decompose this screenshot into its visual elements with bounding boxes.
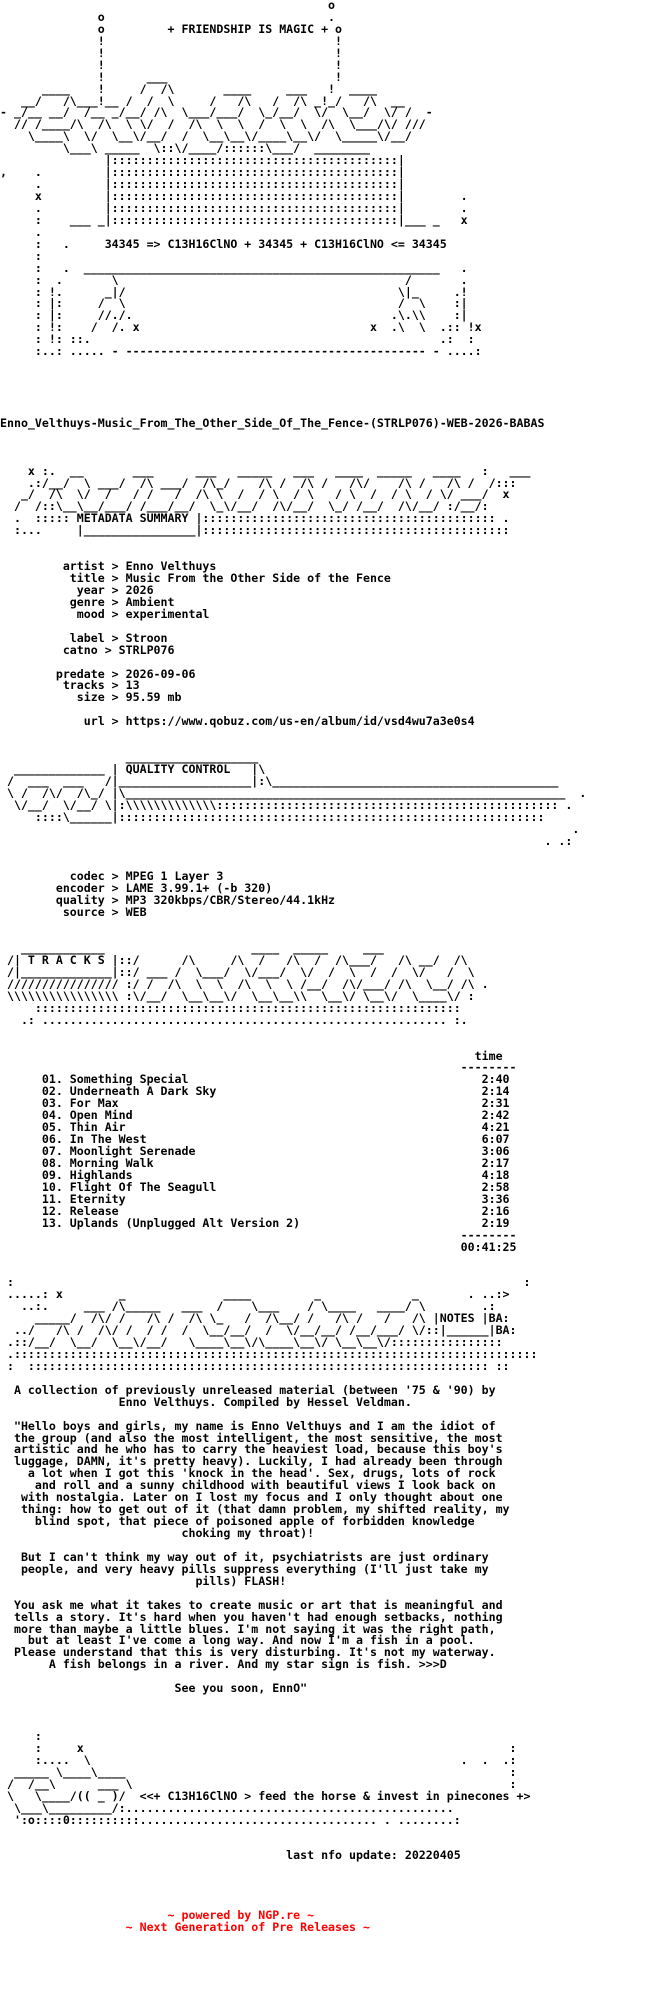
nfo-line: : x : — [0, 1740, 517, 1755]
nfo-line: quality > MP3 320kbps/CBR/Stereo/44.1kHz — [0, 893, 336, 908]
nfo-line: artistic and he who has to carry the heaviest load, because this boy's — [0, 1442, 503, 1457]
nfo-line: ! ___ ! — [0, 69, 343, 84]
nfo-line: . — [0, 821, 580, 836]
nfo-line: : : — [0, 1275, 531, 1290]
nfo-line: A fish belongs in a river. And my star sign is fish. >>>D — [0, 1657, 447, 1672]
nfo-line: _/ /\ \/ / / / / /\ \ / / \ / \ / \ / / \ / \/ ___/ x — [0, 487, 510, 502]
nfo-line: _____/ /\/ / /\ / /\ \_ / /\__/ / /\ / / /\ |NOTES |BA: — [0, 1311, 510, 1326]
nfo-line: choking my throat)! — [0, 1526, 315, 1540]
nfo-line: // /____/\ /\ \ \/ / /\ \ \ / \ \ /\ \___/\/ /// — [0, 117, 426, 132]
nfo-line — [0, 1862, 648, 1874]
nfo-line: \\\\\\\\\\\\\\\\ :\/__/ \__\__\/ \__\__\\ \__\/ \__\/ \____\/ : — [0, 988, 475, 1003]
nfo-line: more than maybe a little blues. I'm not saying it was the right path, — [0, 1621, 496, 1636]
nfo-line: url > https://www.qobuz.com/us-en/album/id/vsd4wu7a3e0s4 — [0, 714, 475, 729]
nfo-line: Enno_Velthuys-Music_From_The_Other_Side_Of_The_Fence-(STRLP076)-WEB-2026-BABAS — [0, 415, 545, 430]
nfo-line — [0, 1707, 648, 1719]
nfo-line: 02. Underneath A Dark Sky 2:14 — [0, 1084, 510, 1099]
nfo-line: 00:41:25 — [0, 1239, 517, 1254]
nfo-line: ___________________ — [0, 750, 259, 765]
nfo-line: genre > Ambient — [0, 594, 175, 609]
nfo-line: /| T R A C K S |::/ /\ /\ / /\ / /\___/ /\ __/ /\ — [0, 953, 468, 967]
nfo-line: . — [0, 224, 42, 239]
nfo-line: / ___ ___ /|___________________|:\_________________________________________ — [0, 773, 559, 788]
nfo-line — [0, 728, 648, 740]
nfo-line: Enno Velthuys. Compiled by Hessel Veldman. — [0, 1394, 412, 1409]
nfo-line — [0, 430, 648, 442]
nfo-line: last nfo update: 20220405 — [0, 1848, 461, 1863]
nfo-line: encoder > LAME 3.99.1+ (-b 320) — [0, 881, 273, 896]
nfo-line: : . ___________________________________________________ . — [0, 260, 468, 275]
nfo-line: 06. In The West 6:07 — [0, 1132, 510, 1147]
nfo-line: ../ /\ / /\/ / / / / \__/__/ / \/__/__/ /__/___/ \/::|______|BA: — [0, 1323, 517, 1338]
nfo-line: . |:::::::::::::::::::::::::::::::::::::::::| — [0, 177, 405, 192]
nfo-line: .: .......................................................... :. — [0, 1012, 468, 1027]
nfo-line: title > Music From the Other Side of the Fence — [0, 571, 391, 585]
nfo-line: \___\_________/:............................................... — [0, 1800, 454, 1815]
nfo-line: : ___ _|:::::::::::::::::::::::::::::::::::::::::|___ _ x — [0, 212, 468, 227]
nfo-line: artist > Enno Velthuys — [0, 559, 217, 574]
nfo-line: .....: x _ ____ _ _ . ..:> — [0, 1287, 510, 1302]
nfo-line: mood > experimental — [0, 606, 210, 621]
nfo-line: year > 2026 — [0, 582, 154, 597]
nfo-line — [0, 537, 648, 549]
nfo-line: -------- — [0, 1227, 517, 1242]
nfo-line: time — [0, 1048, 503, 1063]
nfo-line: thing: how to get out of it (that damn problem, my shifted reality, my — [0, 1502, 510, 1517]
nfo-line: 09. Highlands 4:18 — [0, 1167, 510, 1182]
nfo-line — [0, 1826, 648, 1838]
nfo-line: and roll and a sunny childhood with beautiful views I look back on — [0, 1478, 496, 1493]
nfo-line: the group (and also the most intelligent, the most sensitive, the most — [0, 1430, 503, 1445]
nfo-line: : |: //./. .\.\\ :| — [0, 308, 468, 323]
nfo-line: : — [0, 248, 42, 263]
nfo-line: ____ ! / /\ ____ ___ ! ____ — [0, 81, 377, 96]
nfo-line: \ \____/(( _ )/ <<+ C13H16ClNO > feed the horse & invest in pinecones +> — [0, 1788, 531, 1803]
nfo-line — [0, 1253, 648, 1265]
nfo-line: luggage, DAMN, it's pretty heavy). Luckily, I had already been through — [0, 1454, 503, 1469]
nfo-line: / /::\__\__/___/ /___/__/ \_\/__/ /\/__/ \_/ /__/ /\/__/ :/__/: — [0, 499, 489, 514]
nfo-line: :.... \ . . .: — [0, 1752, 517, 1767]
nfo-line: : :::::::::::::::::::::::::::::::::::::::::::::::::::::::::::::::::: :: — [0, 1358, 510, 1373]
nfo-line: - _/__ __/ /__ _/__/ /\ \___/___/ \_/__/ \/ \__/ \/ / - — [0, 105, 433, 120]
nfo-line: ::::\______|::::::::::::::::::::::::::::::::::::::::::::::::::::::::::::: — [0, 809, 545, 824]
nfo-line: predate > 2026-09-06 — [0, 666, 196, 681]
nfo-line: ! ! — [0, 57, 343, 72]
nfo-line: __/ /\___!__ / / \ / /\ / /\ _!_/ /\ __ — [0, 93, 405, 108]
nfo-line: See you soon, EnnO" — [0, 1681, 308, 1696]
nfo-line: .::/__/ \__/ \__\/__/ \____\__\/\____\__\/ \__\__\/:::::::::::::::: — [0, 1335, 503, 1349]
nfo-line: : !. _|/ \|_ .! — [0, 284, 468, 299]
nfo-line: _____ \____\____ : — [0, 1764, 517, 1779]
nfo-line: \____\ \/ \__\/__/ / \__\__\/____\__\/ \_____\/__/ — [0, 129, 412, 144]
nfo-line: _____________ | QUALITY CONTROL |\ — [0, 762, 266, 776]
nfo-line: Please understand that this is very disturbing. It's not my waterway. — [0, 1645, 496, 1660]
nfo-line — [0, 848, 648, 860]
nfo-line: size > 95.59 mb — [0, 690, 182, 705]
nfo-line: blind spot, that piece of poisoned apple of forbidden knowledge — [0, 1514, 475, 1529]
nfo-line: |:::::::::::::::::::::::::::::::::::::::::| — [0, 153, 405, 168]
nfo-line — [0, 1719, 648, 1731]
nfo-line: : . 34345 => C13H16ClNO + 34345 + C13H16ClNO <= 34345 — [0, 236, 447, 251]
nfo-line: 05. Thin Air 4:21 — [0, 1120, 510, 1135]
nfo-line: . .: — [0, 833, 573, 848]
nfo-line — [0, 1874, 648, 1886]
nfo-line: o + FRIENDSHIP IS MAGIC + o — [0, 21, 343, 36]
nfo-line: -------- — [0, 1060, 517, 1075]
nfo-line: ~ Next Generation of Pre Releases ~ — [0, 1919, 370, 1934]
nfo-line: 11. Eternity 3:36 — [0, 1191, 510, 1206]
nfo-line: ! ! — [0, 33, 343, 48]
nfo-line: ..:. ___ /\_____ ___ / \___ / \____ ____/ \ .: — [0, 1299, 496, 1314]
nfo-line: ::::::::::::::::::::::::::::::::::::::::::::::::::::::::::::: — [0, 1000, 461, 1015]
nfo-line: / /__\ ___ \ : — [0, 1776, 517, 1791]
nfo-line — [0, 919, 648, 931]
nfo-line: "Hello boys and girls, my name is Enno Velthuys and I am the idiot of — [0, 1418, 496, 1433]
nfo-line: , . |:::::::::::::::::::::::::::::::::::::::::| — [0, 165, 405, 180]
nfo-line: ____________ ____ _____ ___ — [0, 941, 384, 956]
nfo-line: 13. Uplands (Unplugged Alt Version 2) 2:19 — [0, 1215, 510, 1230]
nfo-line: \___\ _____ \::\/____/::::::\___/ ________ — [0, 141, 370, 156]
nfo-line — [0, 358, 648, 370]
nfo-line: . |:::::::::::::::::::::::::::::::::::::::::| . — [0, 200, 468, 215]
nfo-line: : !: ::. .: : — [0, 332, 475, 347]
nfo-line — [0, 394, 648, 406]
nfo-line: \ / /\/ /\_/ |\_______________________________________________________________ . — [0, 785, 587, 800]
nfo-line: .::::::::::::::::::::::::::::::::::::::::::::::::::::::::::::::::::::::::::: — [0, 1346, 538, 1361]
nfo-line: x |:::::::::::::::::::::::::::::::::::::::::| . — [0, 189, 468, 203]
nfo-line: x :. __ ___ ___ _____ ___ ____ _____ ____ : ___ — [0, 463, 531, 478]
nfo-line: ~ powered by NGP.re ~ — [0, 1908, 315, 1922]
nfo-line: with nostalgia. Later on I lost my focus and I only thought about one — [0, 1490, 503, 1505]
nfo-line: 12. Release 2:16 — [0, 1203, 510, 1218]
nfo-line: .:/__/ \ ___/ /\ ___/ /\_/ /\ / /\ / /\/ /\ / /\ / /::: — [0, 475, 517, 490]
nfo-line — [0, 442, 648, 454]
nfo-line — [0, 1027, 648, 1039]
nfo-line: : — [0, 1728, 42, 1743]
nfo-line — [0, 382, 648, 394]
nfo-line: o . — [0, 9, 336, 24]
nfo-line: 04. Open Mind 2:42 — [0, 1108, 510, 1123]
nfo-line — [0, 1886, 648, 1898]
nfo-line: 01. Something Special 2:40 — [0, 1072, 510, 1087]
nfo-line: but at least I've come a long way. And now I'm a fish in a pool. — [0, 1633, 475, 1648]
nfo-line: ':o::::0::::::::::.................................. . ........: — [0, 1812, 461, 1827]
nfo-line: source > WEB — [0, 905, 147, 920]
nfo-line: 03. For Max 2:31 — [0, 1096, 510, 1111]
nfo-line — [0, 1695, 648, 1707]
nfo-line: o — [0, 0, 336, 12]
nfo-line: 10. Flight Of The Seagull 2:58 — [0, 1179, 510, 1194]
nfo-line: //////////////// :/ / /\ \ \ /\ \ \ /__/ /\/___/ /\ \__/ /\ . — [0, 976, 489, 991]
nfo-line: A collection of previously unreleased material (between '75 & '90) by — [0, 1382, 496, 1397]
nfo-line: /|_____________|::/ ___ / \___/ \/___/ \/ / \ / / \/ / \ — [0, 964, 475, 979]
nfo-line: : . \ / . — [0, 272, 468, 287]
nfo-line: : |: / \ / \ :| — [0, 296, 468, 311]
nfo-line: . ::::: METADATA SUMMARY |:::::::::::::::::::::::::::::::::::::::::: . — [0, 511, 510, 526]
nfo-line: \/__/ \/__/ \|:\\\\\\\\\\\\\::::::::::::::::::::::::::::::::::::::::::::::::: . — [0, 797, 573, 812]
nfo-line: 08. Morning Walk 2:17 — [0, 1155, 510, 1170]
nfo-line: : !: / /. x x .\ \ .:: !x — [0, 320, 482, 335]
nfo-line: a lot when I got this 'knock in the head'. Sex, drugs, lots of rock — [0, 1466, 496, 1481]
nfo-line: catno > STRLP076 — [0, 642, 175, 657]
nfo-line: tells a story. It's hard when you haven't had enough setbacks, nothing — [0, 1609, 503, 1624]
nfo-line: label > Stroon — [0, 630, 168, 645]
nfo-line — [0, 370, 648, 382]
nfo-line: codec > MPEG 1 Layer 3 — [0, 869, 224, 884]
nfo-line: But I can't think my way out of it, psychiatrists are just ordinary — [0, 1549, 489, 1564]
nfo-line: tracks > 13 — [0, 678, 140, 693]
nfo-line: :... |________________|:::::::::::::::::::::::::::::::::::::::::::: — [0, 523, 510, 538]
nfo-line: You ask me what it takes to create music or art that is meaningful and — [0, 1597, 503, 1612]
nfo-line: :..: ..... - ------------------------------------------- - ....: — [0, 344, 482, 359]
nfo-line: 07. Moonlight Serenade 3:06 — [0, 1144, 510, 1158]
nfo-line: ! ! — [0, 45, 343, 60]
nfo-line: people, and very heavy pills suppress everything (I'll just take my — [0, 1561, 489, 1576]
nfo-line: pills) FLASH! — [0, 1573, 287, 1588]
